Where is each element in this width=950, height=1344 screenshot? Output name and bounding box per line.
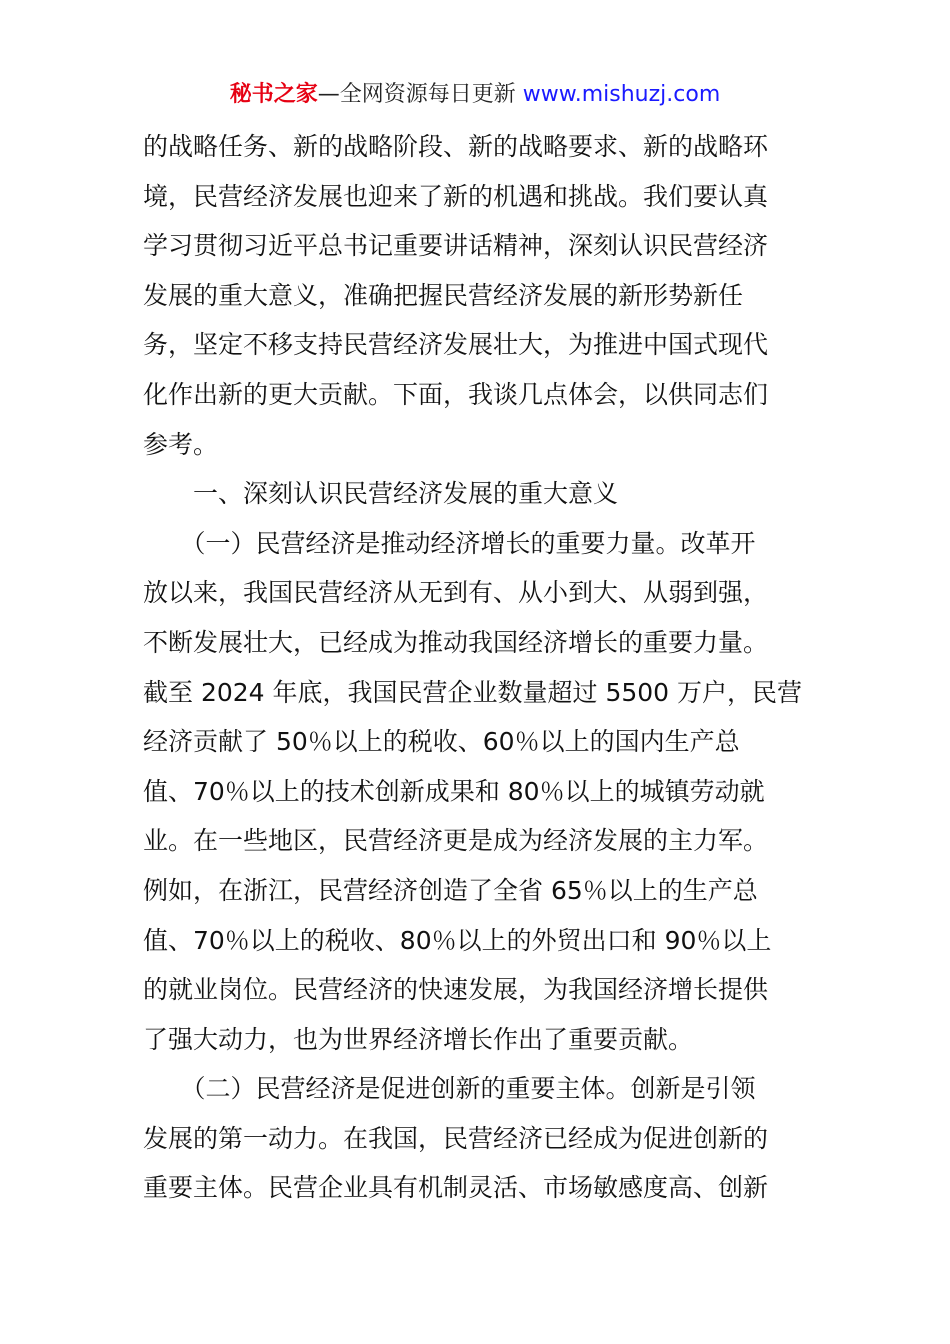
text-line: 的就业岗位。民营经济的快速发展，为我国经济增长提供 (143, 975, 769, 1005)
document-body (143, 122, 823, 1213)
text-line: 重要主体。民营企业具有机制灵活、市场敏感度高、创新 (143, 1173, 769, 1203)
text-line: 务，坚定不移支持民营经济发展壮大，为推进中国式现代 (143, 330, 769, 360)
text-line: 放以来，我国民营经济从无到有、从小到大、从弱到强， (143, 578, 769, 608)
section-heading: 一、深刻认识民营经济发展的重大意义 (143, 479, 619, 509)
site-header (0, 80, 950, 110)
text-line: 发展的重大意义，准确把握民营经济发展的新形势新任 (143, 280, 744, 310)
site-tagline: —全网资源每日更新 (317, 82, 516, 107)
text-line: 发展的第一动力。在我国，民营经济已经成为促进创新的 (143, 1123, 769, 1153)
text-line: 值、70％以上的税收、80％以上的外贸出口和 90％以上 (143, 925, 772, 955)
text-line: 值、70％以上的技术创新成果和 80％以上的城镇劳动就 (143, 776, 765, 806)
text-line: 学习贯彻习近平总书记重要讲话精神，深刻认识民营经济 (143, 231, 769, 261)
text-line: 了强大动力，也为世界经济增长作出了重要贡献。 (143, 1024, 694, 1054)
text-line: 例如，在浙江，民营经济创造了全省 65％以上的生产总 (143, 875, 758, 905)
text-line: （二）民营经济是促进创新的重要主体。创新是引领 (143, 1074, 756, 1104)
text-line: 境，民营经济发展也迎来了新的机遇和挑战。我们要认真 (143, 181, 769, 211)
text-line: 经济贡献了 50％以上的税收、60％以上的国内生产总 (143, 727, 740, 757)
text-line: 业。在一些地区，民营经济更是成为经济发展的主力军。 (143, 826, 769, 856)
text-line: 截至 2024 年底，我国民营企业数量超过 5500 万户，民营 (143, 677, 803, 707)
text-line: 参考。 (143, 429, 219, 459)
text-line: （一）民营经济是推动经济增长的重要力量。改革开 (143, 528, 756, 558)
text-line: 的战略任务、新的战略阶段、新的战略要求、新的战略环 (143, 132, 769, 161)
site-brand: 秘书之家 (229, 82, 318, 107)
text-line: 化作出新的更大贡献。下面，我谈几点体会，以供同志们 (143, 379, 769, 409)
text-line: 不断发展壮大，已经成为推动我国经济增长的重要力量。 (143, 627, 769, 657)
site-url-link[interactable]: www.mishuzj.com (522, 82, 721, 107)
